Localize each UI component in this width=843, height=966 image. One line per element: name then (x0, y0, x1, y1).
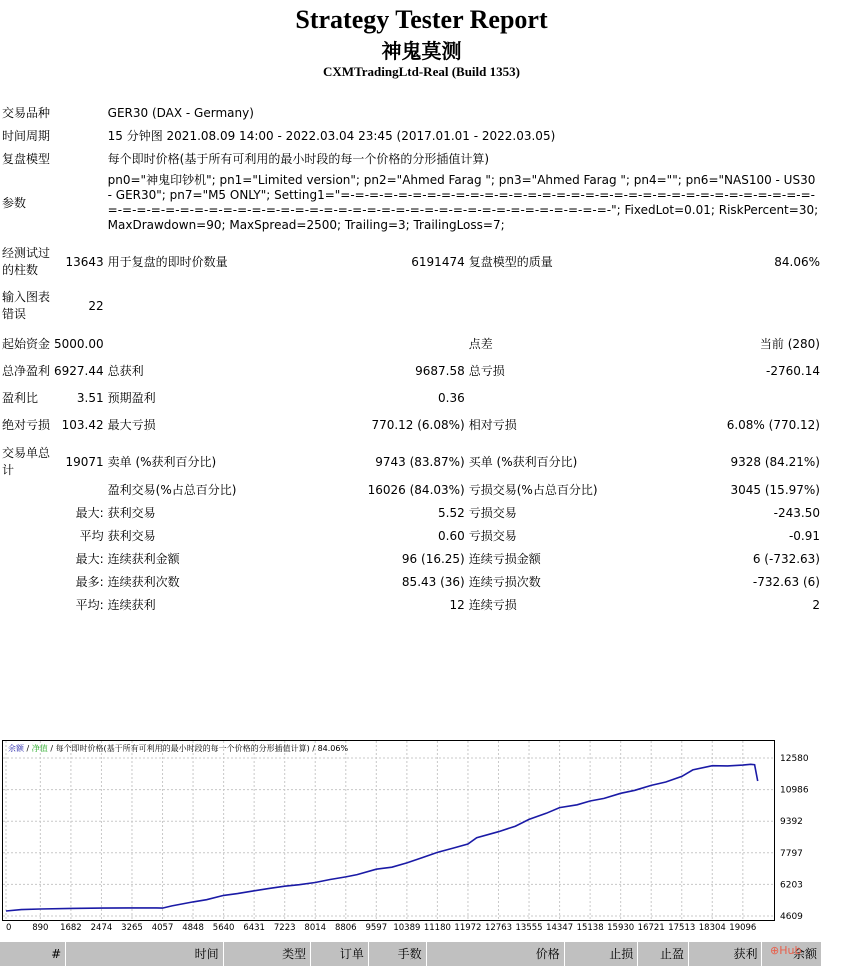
x-tick-label: 15138 (576, 923, 604, 933)
y-tick-label: 9392 (780, 817, 803, 828)
short-label: 卖单 (%获利百分比) (107, 454, 217, 469)
trades-col-header: 止损 (564, 942, 637, 966)
deposit-label: 起始资金 (2, 337, 51, 351)
avg-cons-win-value: 12 (449, 598, 465, 612)
trades-col-header: 时间 (66, 942, 223, 966)
x-tick-label: 18304 (698, 923, 726, 933)
params-value: pn0="神鬼印钞机"; pn1="Limited version"; pn2="Ahmed Farag "; pn3="Ahmed Farag "; pn4=""; pn6="NAS100 - US30 - GER30"; pn7="M5 ONLY"; Setting1="=-=-=-=-=-=-=-=-=-=-=-=-=-=-=-=-=-=-=-=-=-=-=-=-=-=-=-=-=-=-=-=-=-=-=-=-=-=-=-=-=-=-=-=-=-=-=-=-=-=-=-=-=-=-=-=-=-=-=-=-=-=-=-=-=-=-=-=-"; FixedLot=0.01; RiskPercent=30; MaxDrawdown=90; MaxSpread=2500; Trailing=3; TrailingLoss=7; (107, 173, 819, 232)
y-tick-label: 6203 (780, 880, 803, 891)
x-tick-label: 7223 (273, 923, 296, 933)
trades-value: 19071 (65, 454, 104, 469)
most-cons-win-label: 连续获利次数 (107, 575, 180, 589)
x-tick-label: 8014 (304, 923, 327, 933)
trades-col-header: 订单 (311, 942, 369, 966)
avg-loss-value: -0.91 (788, 529, 820, 543)
long-value: 9328 (84.21%) (730, 454, 820, 469)
errors-label: 输入图表错误 (2, 290, 51, 321)
x-tick-label: 12763 (484, 923, 512, 933)
net-label: 总净盈利 (2, 364, 51, 378)
spread-label: 点差 (468, 337, 493, 351)
x-tick-label: 4057 (151, 923, 174, 933)
balance-chart (2, 740, 818, 934)
most-label: 最多: (75, 575, 104, 589)
deposit-row (0, 333, 822, 356)
report-title: Strategy Tester Report (295, 5, 548, 34)
avg-cons-label: 平均: (75, 598, 104, 612)
net-row (0, 360, 822, 383)
period-row (0, 125, 822, 148)
loss-value: 3045 (15.97%) (730, 483, 820, 497)
largest-win-value: 5.52 (438, 506, 465, 520)
ticks-value: 6191474 (411, 254, 465, 269)
avg-cons-loss-label: 连续亏损 (468, 598, 517, 612)
legend-rest: / 每个即时价格(基于所有可利用的最小时段的每一个价格的分形插值计算) / 84.06% (47, 744, 349, 753)
largest-loss-value: -243.50 (773, 506, 820, 520)
y-tick-label: 7797 (780, 848, 803, 859)
x-tick-label: 10389 (393, 923, 421, 933)
x-tick-label: 4848 (182, 923, 204, 933)
legend-balance: 余额 (8, 744, 24, 753)
gross-loss-label: 总亏损 (468, 364, 505, 378)
x-tick-label: 19096 (729, 923, 757, 933)
largest-row (0, 502, 822, 525)
largest-loss-label: 亏损交易 (468, 506, 517, 520)
trades-col-header: 类型 (223, 942, 310, 966)
max-dd-label: 最大亏损 (107, 418, 156, 432)
model-row (0, 148, 822, 171)
trades-label: 交易单总计 (2, 446, 51, 477)
trades-col-header: 获利 (689, 942, 762, 966)
x-tick-label: 0 (6, 923, 12, 933)
y-axis-ticks (780, 754, 809, 922)
params-label: 参数 (2, 195, 27, 210)
avg-win-label: 获利交易 (107, 529, 156, 543)
short-value: 9743 (83.87%) (375, 454, 465, 469)
symbol-row (0, 102, 822, 125)
abs-dd-value: 103.42 (61, 418, 104, 432)
x-tick-label: 14347 (546, 923, 574, 933)
legend-sep: / (24, 744, 32, 753)
trades-col-header: 止盈 (638, 942, 689, 966)
x-tick-label: 15930 (607, 923, 635, 933)
y-tick-label: 4609 (780, 912, 803, 922)
gross-profit-value: 9687.58 (415, 364, 465, 378)
quality-label: 复盘模型的质量 (468, 254, 553, 269)
bars-label: 经测试过的柱数 (2, 246, 51, 277)
period-label: 时间周期 (2, 129, 51, 143)
trades-header-row (0, 942, 822, 966)
trades-col-header: 手数 (368, 942, 426, 966)
x-tick-label: 1682 (60, 923, 82, 933)
most-cons-win-value: 85.43 (36) (401, 575, 465, 589)
x-axis-ticks (6, 923, 756, 933)
deposit-value: 5000.00 (54, 337, 104, 351)
spread-value: 当前 (280) (759, 337, 820, 351)
winloss-row (0, 479, 822, 502)
max-cons-loss-label: 连续亏损金额 (468, 552, 541, 566)
max-cons-win-value: 96 (16.25) (401, 552, 465, 566)
ticks-label: 用于复盘的即时价数量 (107, 254, 228, 269)
params-row (0, 171, 822, 235)
x-tick-label: 9597 (365, 923, 388, 933)
errors-value: 22 (88, 298, 104, 313)
avg-label: 平均 (79, 529, 104, 543)
model-value: 每个即时价格(基于所有可利用的最小时段的每一个价格的分形插值计算) (107, 152, 490, 166)
win-value: 16026 (84.03%) (367, 483, 465, 497)
x-tick-label: 3265 (121, 923, 143, 933)
payoff-value: 0.36 (438, 391, 465, 405)
trades-col-header: 价格 (426, 942, 564, 966)
pf-label: 盈利比 (2, 391, 39, 405)
symbol-label: 交易品种 (2, 106, 51, 120)
period-value: 15 分钟图 2021.08.09 14:00 - 2022.03.04 23:45 (2017.01.01 - 2022.03.05) (107, 129, 556, 143)
x-tick-label: 11972 (454, 923, 482, 933)
avg-cons-win-label: 连续获利 (107, 598, 156, 612)
pf-row (0, 387, 822, 410)
y-tick-label: 10986 (780, 785, 809, 796)
x-tick-label: 11180 (423, 923, 451, 933)
legend-equity: 净值 (31, 744, 48, 753)
trades-col-header: 余额 (762, 942, 822, 966)
x-tick-label: 13555 (515, 923, 543, 933)
avg-loss-label: 亏损交易 (468, 529, 517, 543)
max-dd-value: 770.12 (6.08%) (371, 418, 465, 432)
chart-frame (3, 741, 775, 921)
trades-table-header (0, 942, 822, 966)
x-tick-label: 16721 (637, 923, 665, 933)
long-label: 买单 (%获利百分比) (468, 454, 578, 469)
symbol-value: GER30 (DAX - Germany) (107, 106, 254, 120)
largest-win-label: 获利交易 (107, 506, 156, 520)
bars-value: 13643 (65, 254, 104, 269)
loss-label: 亏损交易(%占总百分比) (468, 483, 598, 497)
y-tick-label: 12580 (780, 754, 809, 764)
net-value: 6927.44 (54, 364, 104, 378)
largest-label: 最大: (75, 506, 104, 520)
gross-loss-value: -2760.14 (766, 364, 820, 378)
chart-legend (8, 743, 348, 753)
rel-dd-value: 6.08% (770.12) (726, 418, 820, 432)
gross-profit-label: 总获利 (107, 364, 144, 378)
trades-col-header: # (0, 942, 66, 966)
bars-row (0, 245, 822, 279)
abs-dd-label: 绝对亏损 (2, 418, 51, 432)
average-row (0, 525, 822, 548)
trades-row (0, 445, 822, 479)
max-cons-label: 最大: (75, 552, 104, 566)
report-table (0, 102, 822, 617)
max-cons-row (0, 548, 822, 571)
drawdown-row (0, 414, 822, 437)
server-build: CXMTradingLtd-Real (Build 1353) (323, 64, 520, 79)
x-tick-label: 5640 (212, 923, 235, 933)
max-cons-win-label: 连续获利金额 (107, 552, 180, 566)
avg-cons-row (0, 594, 822, 617)
rel-dd-label: 相对亏损 (468, 418, 517, 432)
x-tick-label: 890 (32, 923, 49, 933)
x-tick-label: 8806 (334, 923, 357, 933)
win-label: 盈利交易(%占总百分比) (107, 483, 237, 497)
report-subtitle: 神鬼莫测 (381, 39, 462, 63)
quality-value: 84.06% (774, 254, 820, 269)
x-tick-label: 17513 (668, 923, 696, 933)
watermark-logo: ⊕Hub (770, 944, 802, 957)
pf-value: 3.51 (76, 391, 104, 405)
most-cons-row (0, 571, 822, 594)
x-tick-label: 2474 (90, 923, 113, 933)
max-cons-loss-value: 6 (-732.63) (752, 552, 820, 566)
model-label: 复盘模型 (2, 152, 51, 166)
avg-win-value: 0.60 (438, 529, 465, 543)
errors-row (0, 289, 822, 323)
most-cons-loss-label: 连续亏损次数 (468, 575, 541, 589)
most-cons-loss-value: -732.63 (6) (752, 575, 820, 589)
avg-cons-loss-value: 2 (812, 598, 820, 612)
payoff-label: 预期盈利 (107, 391, 156, 405)
x-tick-label: 6431 (243, 923, 265, 933)
